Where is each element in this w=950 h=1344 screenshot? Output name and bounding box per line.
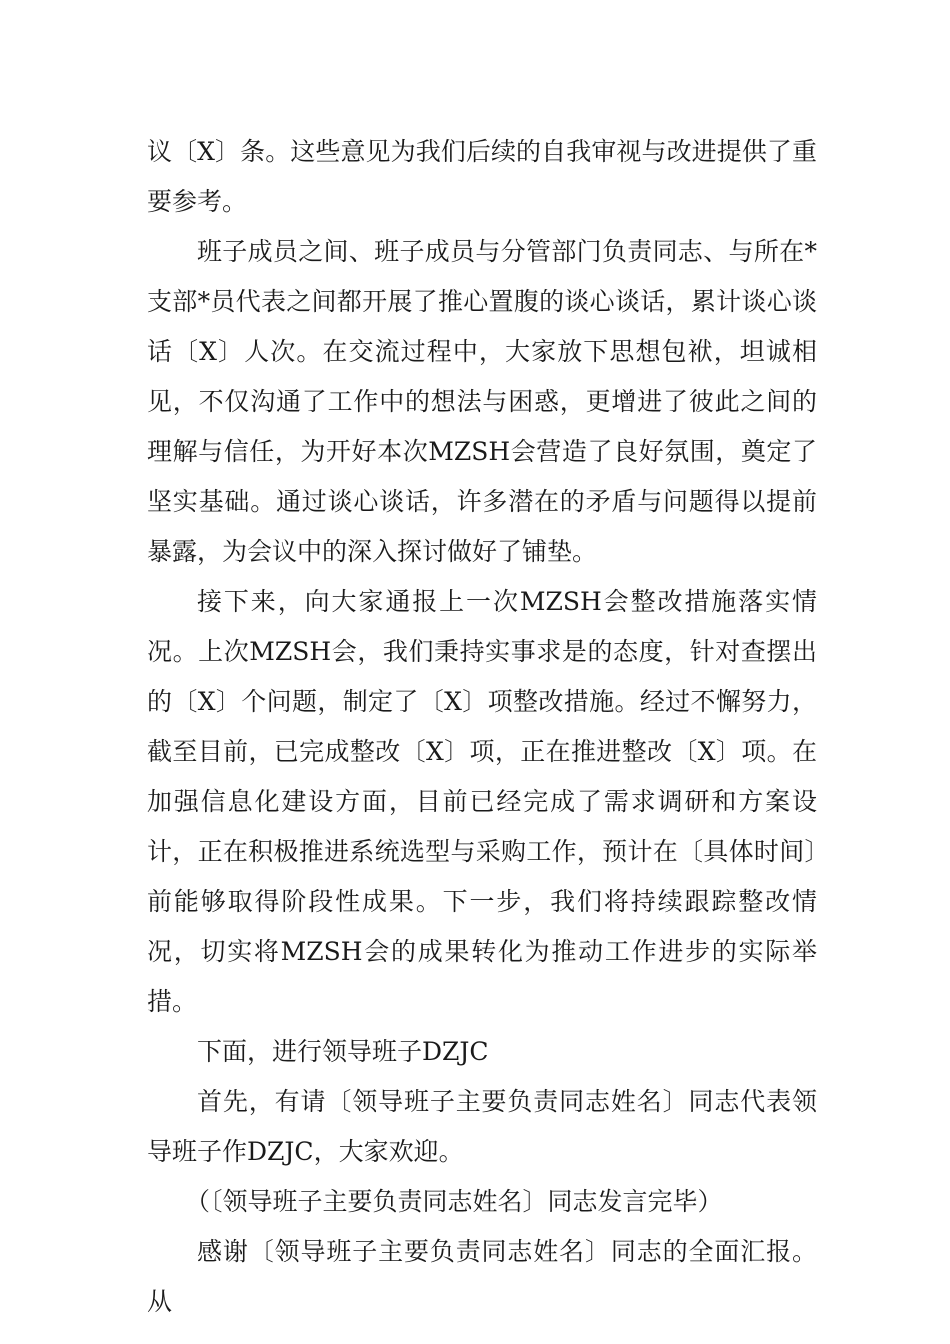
paragraph-2: 班子成员之间、班子成员与分管部门负责同志、与所在*支部*员代表之间都开展了推心置腹的谈心谈话，累计谈心谈话〔X〕人次。在交流过程中，大家放下思想包袱，坦诚相见，不仅沟通了工作中的想法与困惑，更增进了彼此之间的理解与信任，为开好本次MZSH会营造了良好氛围，奠定了坚实基础。通过谈心谈话，许多潜在的矛盾与问题得以提前暴露，为会议中的深入探讨做好了铺垫。 bbox=[147, 237, 817, 566]
paragraph-4: 下面，进行领导班子DZJC bbox=[197, 1037, 489, 1066]
paragraph-5: 首先，有请〔领导班子主要负责同志姓名〕同志代表领导班子作DZJC，大家欢迎。 bbox=[147, 1087, 817, 1166]
paragraph-7: 感谢〔领导班子主要负责同志姓名〕同志的全面汇报。从 bbox=[147, 1237, 817, 1316]
paragraph-3: 接下来，向大家通报上一次MZSH会整改措施落实情况。上次MZSH会，我们秉持实事求是的态度，针对查摆出的〔X〕个问题，制定了〔X〕项整改措施。经过不懈努力，截至目前，已完成整改〔X〕项，正在推进整改〔X〕项。在加强信息化建设方面，目前已经完成了需求调研和方案设计，正在积极推进系统选型与采购工作，预计在〔具体时间〕前能够取得阶段性成果。下一步，我们将持续跟踪整改情况，切实将MZSH会的成果转化为推动工作进步的实际举措。 bbox=[147, 587, 817, 1016]
document-body bbox=[147, 127, 817, 1327]
paragraph-6: （〔领导班子主要负责同志姓名〕同志发言完毕） bbox=[185, 1187, 723, 1216]
paragraph-1: 议〔X〕条。这些意见为我们后续的自我审视与改进提供了重要参考。 bbox=[147, 137, 817, 216]
